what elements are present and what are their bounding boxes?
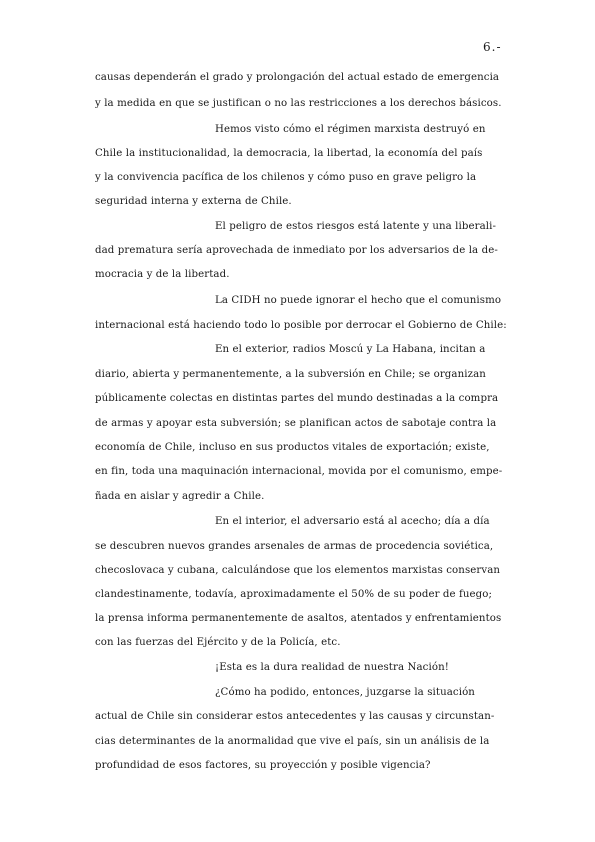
text-line: causas dependerán el grado y prolongación del actual estado de emergencia	[95, 72, 500, 83]
text-line: de armas y apoyar esta subversión; se planifican actos de sabotaje contra la	[95, 418, 497, 429]
text-line: actual de Chile sin considerar estos antecedentes y las causas y circunstan-	[95, 711, 495, 722]
text-line: la prensa informa permanentemente de asaltos, atentados y enfrentamientos	[95, 613, 502, 624]
text-line: checoslovaca y cubana, calculándose que los elementos marxistas conservan	[95, 565, 501, 576]
text-line: ñada en aislar y agredir a Chile.	[95, 491, 265, 502]
text-line: economía de Chile, incluso en sus productos vitales de exportación; existe,	[95, 442, 490, 453]
text-line: clandestinamente, todavía, aproximadamente el 50% de su poder de fuego;	[95, 589, 493, 600]
paragraph-start-line: El peligro de estos riesgos está latente y una liberali-	[215, 221, 497, 232]
text-line: seguridad interna y externa de Chile.	[95, 196, 292, 207]
text-line: se descubren nuevos grandes arsenales de armas de procedencia soviética,	[95, 541, 494, 552]
paragraph-start-line: Hemos visto cómo el régimen marxista destruyó en	[215, 124, 486, 135]
text-line: y la convivencia pacífica de los chilenos y cómo puso en grave peligro la	[95, 172, 477, 183]
text-line: dad prematura sería aprovechada de inmediato por los adversarios de la de-	[95, 245, 498, 256]
paragraph-start-line: ¡Esta es la dura realidad de nuestra Nación!	[215, 662, 449, 673]
text-line: públicamente colectas en distintas partes del mundo destinadas a la compra	[95, 393, 499, 404]
text-line: en fin, toda una maquinación internacional, movida por el comunismo, empe-	[95, 466, 503, 477]
text-line: diario, abierta y permanentemente, a la subversión en Chile; se organizan	[95, 369, 486, 380]
paragraph-start-line: En el interior, el adversario está al acecho; día a día	[215, 516, 490, 527]
text-line: con las fuerzas del Ejército y de la Policía, etc.	[95, 637, 341, 648]
text-line: mocracia y de la libertad.	[95, 269, 230, 280]
text-line: internacional está haciendo todo lo posible por derrocar el Gobierno de Chile:	[95, 320, 507, 331]
paragraph-start-line: La CIDH no puede ignorar el hecho que el comunismo	[215, 295, 502, 306]
text-line: profundidad de esos factores, su proyección y posible vigencia?	[95, 760, 431, 771]
text-line: Chile la institucionalidad, la democracia, la libertad, la economía del país	[95, 148, 483, 159]
page-number: 6.-	[483, 40, 502, 54]
paragraph-start-line: ¿Cómo ha podido, entonces, juzgarse la situación	[215, 687, 475, 698]
text-line: y la medida en que se justifican o no las restricciones a los derechos básicos.	[95, 98, 502, 109]
text-line: cias determinantes de la anormalidad que vive el país, sin un análisis de la	[95, 736, 490, 747]
paragraph-start-line: En el exterior, radios Moscú y La Habana, incitan a	[215, 344, 486, 355]
